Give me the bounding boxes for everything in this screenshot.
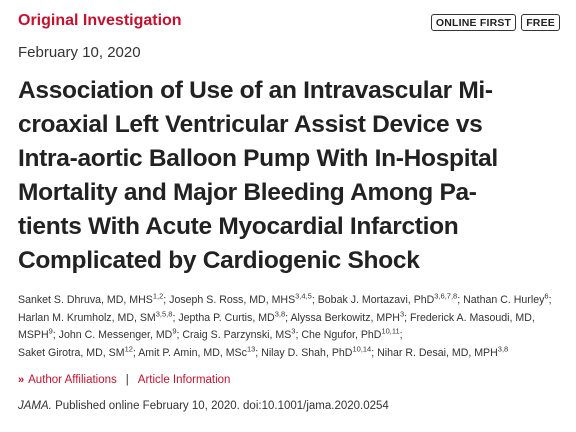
title-line: Complicated by Cardiogenic Shock	[18, 247, 420, 274]
author-name[interactable]: Joseph S. Ross, MD, MHS	[169, 294, 296, 306]
badge-group	[431, 14, 560, 31]
affiliation-superscript: 3,8	[497, 343, 509, 353]
affiliation-superscript: 9	[48, 326, 53, 336]
affiliation-superscript: 3,5,8	[155, 308, 173, 318]
affiliation-superscript: 12	[124, 343, 133, 353]
author-name[interactable]: Che Ngufor, PhD	[301, 329, 382, 341]
author-name[interactable]: Frederick A. Masoudi, MD, MSPH	[18, 311, 535, 341]
online-first-badge: ONLINE FIRST	[431, 14, 516, 31]
affiliation-superscript: 3	[291, 326, 296, 336]
citation-line	[18, 400, 389, 412]
journal-name: JAMA.	[18, 400, 52, 412]
author-name[interactable]: Nilay D. Shah, PhD	[261, 346, 353, 359]
author-name[interactable]: Craig S. Parzynski, MS	[182, 329, 292, 341]
author-list: Sanket S. Dhruva, MD, MHS$^{1,2}$; Joseph S. Ross, MD, MHS$^{3,4,5}$; Bobak J. Mortazavi, PhD$^{3,6,7,8}$; Nathan C. Hurley$^6$; Harlan M. Krumholz, MD, SM$^{3,5,8}$; Jeptha P. Curtis, MD$^{3,8}$; Alyssa Berkowitz, MPH$^3$; Frederick A. Masoudi, MD, MSPH$^9$; John C. Messenger, $MD^9$; Craig S. Parzynski, $MS^3$; Che Ngufor, PhD$^{10,11}$; Saket Girotra, MD, SM$^{12}$; Amit P. Amin, MD, MSc$^{13}$; Nilay D. Shah, PhD$^{10,14}$; Nihar R. Desai, MD, MPH$^{3,8}$	[18, 291, 552, 359]
author-name[interactable]: Nihar R. Desai, MD, MPH	[377, 346, 498, 359]
title-line: tients With Acute Myocardial Infarction	[18, 213, 459, 240]
affiliation-superscript: 1,2	[152, 291, 164, 301]
affiliation-superscript: 9	[172, 326, 177, 336]
author-name[interactable]: Harlan M. Krumholz, MD, SM	[18, 311, 156, 324]
author-name[interactable]: Saket Girotra, MD, SM	[18, 346, 125, 359]
title-line: croaxial Left Ventricular Assist Device vs	[18, 111, 483, 138]
title-line: Association of Use of an Intravascular Mi-	[18, 77, 493, 104]
article-links	[18, 374, 230, 386]
author-name[interactable]: Nathan C. Hurley	[463, 294, 545, 306]
author-name[interactable]: Bobak J. Mortazavi, PhD	[317, 294, 435, 306]
author-name[interactable]: Alyssa Berkowitz, MPH	[290, 311, 400, 324]
author-name[interactable]: Amit P. Amin, MD, MSc	[138, 346, 247, 359]
affiliation-superscript: 13	[246, 343, 256, 353]
affiliation-superscript: 10,11	[381, 326, 400, 336]
author-name[interactable]: Sanket S. Dhruva, MD, MHS	[18, 294, 153, 306]
author-name[interactable]: John C. Messenger, MD	[58, 329, 173, 341]
affiliation-superscript: 3,4,5	[295, 291, 312, 301]
affiliation-superscript: 10,14	[352, 343, 372, 353]
affiliation-superscript: 6	[544, 291, 549, 301]
publication-date: February 10, 2020	[18, 44, 141, 61]
title-line: Mortality and Major Bleeding Among Pa-	[18, 179, 477, 206]
double-chevron-right-icon: »	[18, 374, 25, 386]
link-separator: |	[125, 374, 129, 386]
section-label: Original Investigation	[18, 12, 182, 29]
affiliation-superscript: 3	[399, 308, 405, 318]
citation-text: Published online February 10, 2020. doi:10.1001/jama.2020.0254	[55, 400, 389, 412]
author-name[interactable]: Jeptha P. Curtis, MD	[178, 311, 275, 324]
article-information-link[interactable]: Article Information	[137, 374, 231, 386]
affiliation-superscript: 3,8	[274, 308, 286, 318]
article-title	[18, 74, 564, 278]
affiliation-superscript: 3,6,7,8	[434, 291, 458, 301]
title-line: Intra-aortic Balloon Pump With In-Hospital	[18, 145, 498, 172]
free-badge: FREE	[521, 14, 560, 31]
author-affiliations-link[interactable]: Author Affiliations	[28, 374, 117, 386]
article-header	[18, 12, 560, 36]
